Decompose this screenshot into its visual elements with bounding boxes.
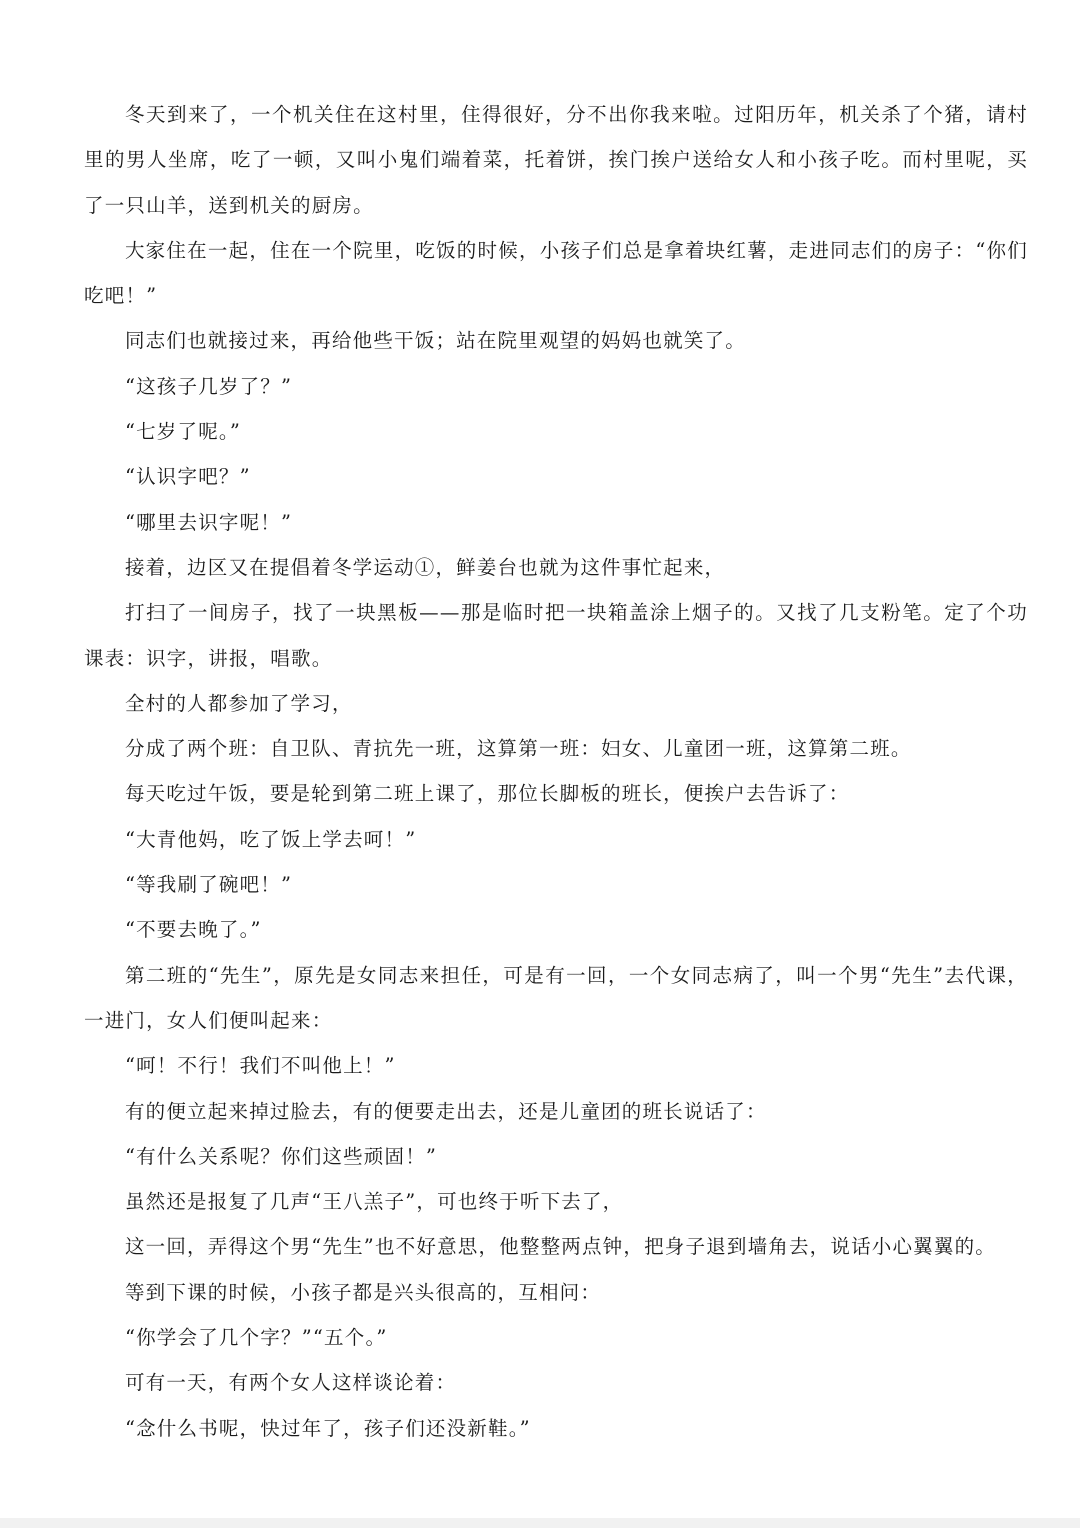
paragraph: 打扫了一间房子，找了一块黑板——那是临时把一块箱盖涂上烟子的。又找了几支粉笔。定了个功课表：识字，讲报，唱歌。	[84, 601, 1028, 670]
paragraph: 全村的人都参加了学习，	[124, 691, 353, 715]
paragraph: 分成了两个班：自卫队、青抗先一班，这算第一班：妇女、儿童团一班，这算第二班。	[124, 737, 912, 761]
dialogue-line: “七岁了呢。”	[124, 420, 242, 444]
dialogue-line: “不要去晚了。”	[124, 918, 262, 942]
dialogue-line: “认识字吧？”	[124, 465, 251, 489]
dialogue-line: “等我刷了碗吧！”	[124, 873, 293, 897]
page-bottom-edge	[0, 1518, 1080, 1528]
paragraph: 等到下课的时候，小孩子都是兴头很高的，互相问：	[124, 1280, 602, 1304]
dialogue-line: “这孩子几岁了？”	[124, 374, 293, 398]
dialogue-line: “大青他妈，吃了饭上学去呵！”	[124, 827, 417, 851]
paragraph: 这一回，弄得这个男“先生”也不好意思，他整整两点钟，把身子退到墙角去，说话小心翼翼的。	[124, 1235, 996, 1259]
story-text-body	[84, 92, 1028, 1451]
paragraph: 每天吃过午饭，要是轮到第二班上课了，那位长脚板的班长，便挨户去告诉了：	[124, 782, 850, 806]
paragraph: 可有一天，有两个女人这样谈论着：	[124, 1371, 457, 1395]
paragraph: 冬天到来了，一个机关住在这村里，住得很好，分不出你我来啦。过阳历年，机关杀了个猪，请村里的男人坐席，吃了一顿，又叫小鬼们端着菜，托着饼，挨门挨户送给女人和小孩子吃。而村里呢，买了一只山羊，送到机关的厨房。	[84, 103, 1028, 217]
dialogue-line: “哪里去识字呢！”	[124, 510, 293, 534]
dialogue-line: “呵！不行！我们不叫他上！”	[124, 1054, 396, 1078]
paragraph: 接着，边区又在提倡着冬学运动①，鲜姜台也就为这件事忙起来，	[124, 555, 726, 579]
paragraph: 有的便立起来掉过脸去，有的便要走出去，还是儿童团的班长说话了：	[124, 1099, 767, 1123]
dialogue-line: “你学会了几个字？”“五个。”	[124, 1326, 388, 1350]
dialogue-line: “念什么书呢，快过年了，孩子们还没新鞋。”	[124, 1416, 531, 1440]
paragraph: 虽然还是报复了几声“王八羔子”，可也终于听下去了，	[124, 1190, 624, 1214]
paragraph: 同志们也就接过来，再给他些干饭；站在院里观望的妈妈也就笑了。	[124, 329, 746, 353]
paragraph: 大家住在一起，住在一个院里，吃饭的时候，小孩子们总是拿着块红薯，走进同志们的房子：“你们吃吧！”	[84, 238, 1028, 308]
dialogue-line: “有什么关系呢？你们这些顽固！”	[124, 1144, 438, 1168]
paragraph: 第二班的“先生”，原先是女同志来担任，可是有一回，一个女同志病了，叫一个男“先生”去代课，一进门，女人们便叫起来：	[84, 963, 1028, 1032]
